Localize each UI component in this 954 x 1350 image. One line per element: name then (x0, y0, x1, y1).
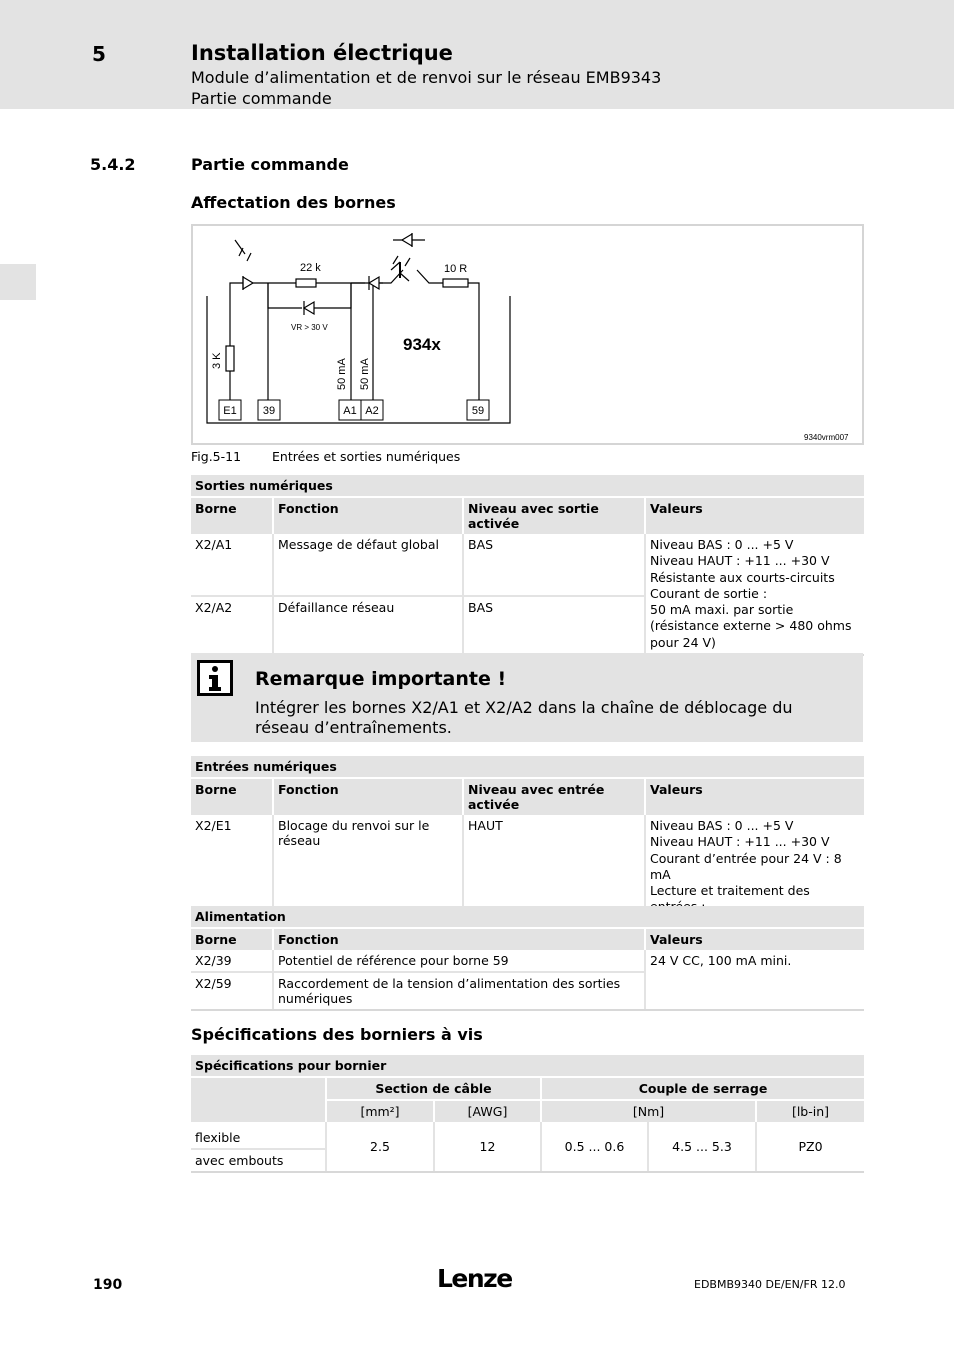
cell-fonction: Raccordement de la tension d’alimentation des sorties numériques (273, 972, 645, 1010)
chapter-number: 5 (92, 42, 106, 66)
column-header: Valeurs (645, 928, 864, 950)
cell-borne: X2/59 (191, 972, 273, 1010)
note-text: Intégrer les bornes X2/A1 et X2/A2 dans la chaîne de déblocage du réseau d’entraînements. (255, 698, 793, 737)
value-line: Niveau BAS : 0 ... +5 V (650, 818, 794, 833)
cell-value: 12 (434, 1122, 541, 1172)
figure-reference: 9340vrm007 (804, 433, 849, 442)
chapter-header (0, 0, 954, 109)
input-diode (243, 277, 253, 289)
row-label: avec embouts (191, 1149, 326, 1172)
info-icon (197, 660, 233, 696)
column-group-header: Section de câble (326, 1077, 541, 1100)
unit-header: [lb-in] (756, 1100, 864, 1122)
important-note (191, 653, 863, 742)
section-number: 5.4.2 (90, 155, 136, 174)
cell-fonction: Défaillance réseau (273, 596, 463, 655)
cell-fonction: Potentiel de référence pour borne 59 (273, 950, 645, 972)
column-header: Fonction (273, 778, 463, 815)
circuit-diagram (191, 224, 864, 445)
table-title: Spécifications pour bornier (191, 1055, 864, 1077)
label-10r: 10 R (444, 263, 468, 275)
terminal-59: 59 (471, 405, 485, 417)
unit-header: [Nm] (541, 1100, 756, 1122)
heading-terminal-assignment: Affectation des bornes (191, 193, 396, 212)
lenze-logo: Lenze (437, 1264, 512, 1293)
value-line: pour 24 V) (650, 634, 716, 650)
empty-header (191, 1077, 326, 1122)
digital-outputs-table (191, 475, 864, 656)
value-line: Niveau HAUT : +11 ... +30 V (650, 553, 830, 569)
terminal-39: 39 (262, 405, 276, 417)
document-id: EDBMB9340 DE/EN/FR 12.0 (694, 1278, 846, 1291)
label-22k: 22 k (300, 262, 321, 274)
value-line: Niveau BAS : 0 ... +5 V (650, 537, 794, 552)
column-header: Borne (191, 928, 273, 950)
heading-screw-terminals: Spécifications des borniers à vis (191, 1025, 483, 1044)
value-line: Courant de sortie : (650, 585, 768, 601)
cell-value: 4.5 ... 5.3 (648, 1122, 756, 1172)
cell-valeurs (645, 534, 864, 655)
label-vr: VR > 30 V (291, 323, 328, 332)
cell-niveau: BAS (463, 596, 645, 655)
value-line: (résistance externe > 480 ohms (650, 618, 852, 634)
chapter-subtitle-2: Partie commande (191, 89, 332, 108)
cell-niveau: BAS (463, 534, 645, 596)
chapter-title: Installation électrique (191, 41, 453, 65)
terminal-a2: A2 (365, 405, 379, 417)
side-tab-marker (0, 264, 36, 300)
table-row (191, 1122, 864, 1149)
resistor-10r (443, 279, 468, 287)
output-diode (369, 277, 379, 289)
label-50ma-a2: 50 mA (359, 358, 371, 390)
column-group-header: Couple de serrage (541, 1077, 864, 1100)
row-label: flexible (195, 1130, 241, 1145)
column-header: Niveau avec entrée activée (463, 778, 645, 815)
page-number: 190 (93, 1277, 123, 1293)
column-header: Valeurs (645, 778, 864, 815)
column-header: Valeurs (645, 497, 864, 534)
resistor-22k (296, 279, 316, 287)
cell-borne: X2/A1 (195, 537, 233, 552)
figure-caption: Entrées et sorties numériques (272, 449, 461, 464)
terminal-a1: A1 (343, 405, 357, 417)
cell-borne: X2/A2 (191, 596, 273, 655)
unit-header: [mm²] (326, 1100, 434, 1122)
column-header: Borne (191, 778, 273, 815)
cell-borne: X2/E1 (191, 815, 273, 936)
column-header: Niveau avec sortie activée (463, 497, 645, 534)
terminal-spec-table (191, 1055, 864, 1173)
cell-borne: X2/39 (195, 953, 232, 968)
label-model: 934x (403, 335, 441, 354)
table-row (191, 534, 864, 596)
chapter-subtitle-1: Module d’alimentation et de renvoi sur le réseau EMB9343 (191, 68, 662, 87)
note-title: Remarque importante ! (255, 668, 507, 690)
cell-niveau: HAUT (463, 815, 645, 936)
value-line: Courant d’entrée pour 24 V : 8 mA (650, 850, 842, 882)
cell-value: 2.5 (326, 1122, 434, 1172)
cell-fonction: Blocage du renvoi sur le réseau (273, 815, 463, 936)
column-header: Fonction (273, 497, 463, 534)
value-line: Lecture et traitement des (650, 883, 810, 899)
resistor-3k (226, 346, 234, 371)
table-title: Alimentation (191, 906, 864, 928)
terminal-e1: E1 (223, 405, 237, 417)
unit-header: [AWG] (434, 1100, 541, 1122)
value-line: Résistante aux courts-circuits (650, 569, 835, 585)
column-header: Fonction (273, 928, 645, 950)
figure-number: Fig.5-11 (191, 449, 242, 464)
value-line: 50 mA maxi. par sortie (650, 602, 794, 618)
cell-fonction: Message de défaut global (273, 534, 463, 596)
table-title: Sorties numériques (191, 475, 864, 497)
cell-valeurs: 24 V CC, 100 mA mini. (645, 950, 864, 1010)
vr-diode (304, 302, 314, 314)
supply-table (191, 906, 864, 1011)
opto-diode (402, 234, 412, 246)
section-title: Partie commande (191, 155, 349, 174)
value-line: Niveau HAUT : +11 ... +30 V (650, 834, 830, 850)
label-50ma-a1: 50 mA (336, 358, 348, 390)
column-header: Borne (191, 497, 273, 534)
table-title: Entrées numériques (191, 756, 864, 778)
cell-value: PZ0 (756, 1122, 864, 1172)
label-3k: 3 K (211, 352, 223, 369)
cell-value: 0.5 ... 0.6 (541, 1122, 648, 1172)
table-row (191, 950, 864, 972)
